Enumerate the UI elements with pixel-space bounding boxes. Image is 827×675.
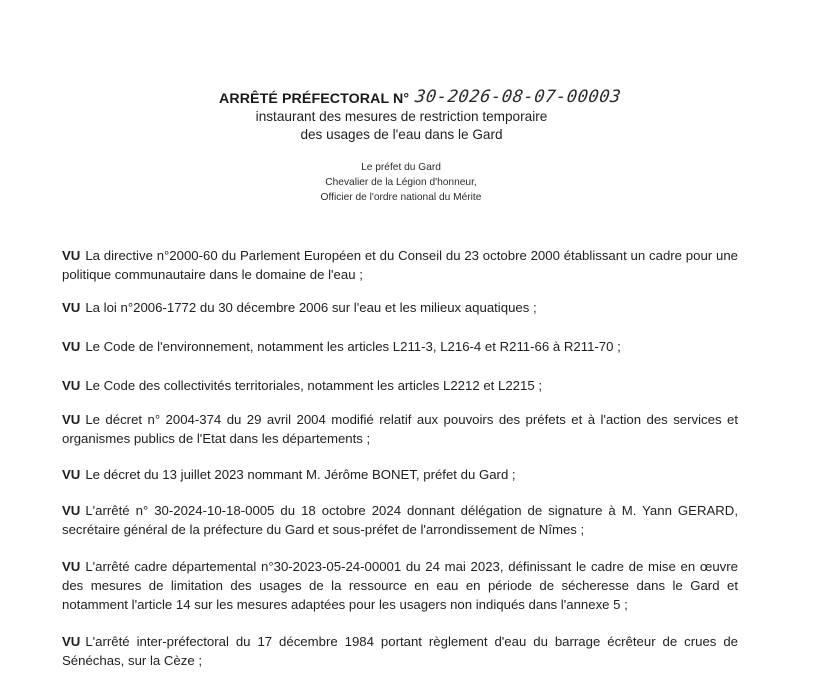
consideration-paragraph [62,632,738,670]
consideration-text: La directive n°2000-60 du Parlement Européen et du Conseil du 23 octobre 2000 établissant un cadre pour une politique communautaire dans le domaine de l'eau ; [62,248,738,282]
consideration-paragraph [62,410,738,448]
consideration-text: L'arrêté n° 30-2024-10-18-0005 du 18 octobre 2024 donnant délégation de signature à M. Yann GERARD, secrétaire général de la préfecture du Gard et sous-préfet de l'arrondissement de Nîmes ; [62,503,738,537]
consideration-paragraph [62,298,738,317]
decree-subtitle-line-1: instaurant des mesures de restriction temporaire [255,109,548,124]
vu-keyword: VU [62,634,81,649]
consideration-paragraph [62,376,738,395]
consideration-text: L'arrêté inter-préfectoral du 17 décembre 1984 portant règlement d'eau du barrage écrêteur de crues de Sénéchas, sur la Cèze ; [62,634,738,668]
consideration-paragraph [62,557,738,614]
vu-keyword: VU [62,300,81,315]
vu-keyword: VU [62,339,81,354]
consideration-text: L'arrêté cadre départemental n°30-2023-05-24-00001 du 24 mai 2023, définissant le cadre de mise en œuvre des mesures de limitation des usages de la ressource en eau en période de sécheresse dans le Gard et notamment l'article 14 sur les mesures adaptées pour les usagers non indiqués dans l'annexe 5 ; [62,559,738,612]
vu-keyword: VU [62,467,81,482]
vu-keyword: VU [62,559,81,574]
handwritten-decree-number: 30-2026-08-07-00003 [413,87,623,107]
decree-title-label: ARRÊTÉ PRÉFECTORAL N° [219,91,410,107]
vu-keyword: VU [62,503,81,518]
consideration-text: Le décret du 13 juillet 2023 nommant M. Jérôme BONET, préfet du Gard ; [85,467,516,482]
signatory-line-1: Le préfet du Gard [361,162,441,173]
consideration-text: La loi n°2006-1772 du 30 décembre 2006 sur l'eau et les milieux aquatiques ; [85,300,537,315]
decree-title [219,88,621,110]
consideration-paragraph [62,246,738,284]
consideration-paragraph [62,465,738,484]
vu-keyword: VU [62,412,81,427]
vu-keyword: VU [62,378,81,393]
consideration-text: Le décret n° 2004-374 du 29 avril 2004 modifié relatif aux pouvoirs des préfets et à l'action des services et organismes publics de l'Etat dans les départements ; [62,412,738,446]
vu-keyword: VU [62,248,81,263]
consideration-paragraph [62,501,738,539]
decree-subtitle-line-2: des usages de l'eau dans le Gard [300,127,503,142]
consideration-text: Le Code des collectivités territoriales, notamment les articles L2212 et L2215 ; [85,378,543,393]
consideration-paragraph [62,337,738,356]
signatory-line-3: Officier de l'ordre national du Mérite [320,192,482,203]
signatory-line-2: Chevalier de la Légion d'honneur, [325,177,477,188]
consideration-text: Le Code de l'environnement, notamment les articles L211-3, L216-4 et R211-66 à R211-70 ; [85,339,621,354]
